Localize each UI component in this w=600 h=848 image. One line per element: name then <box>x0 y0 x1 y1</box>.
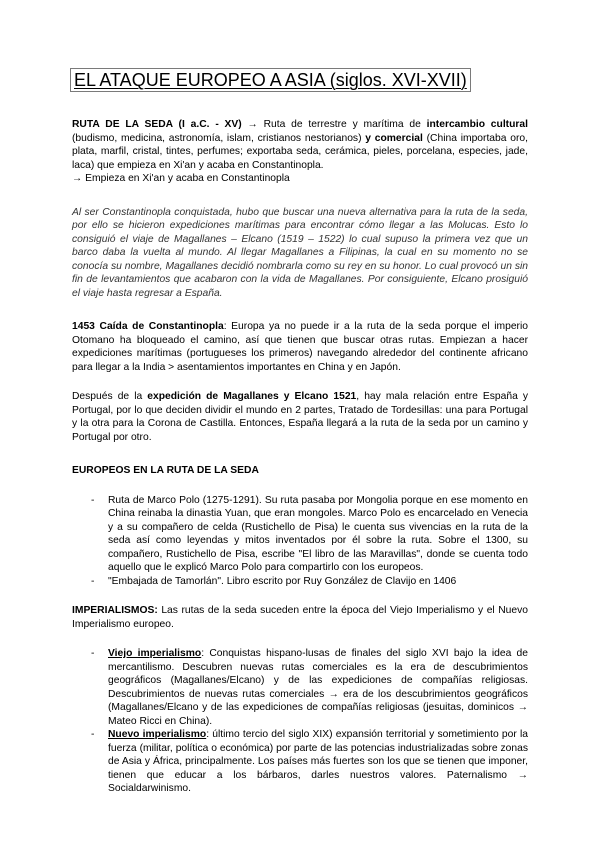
magallanes-text-2: , hay mala relación entre España y Portugal, por lo que deciden dividir el mundo en 2 partes, Tratado de Tordesillas: una para Portugal y la otra para la Corona de Castilla. Entonces, España llegará a la ruta de la seda por un camino y Portugal por otro. <box>72 391 528 443</box>
list-item <box>72 494 528 575</box>
list-item <box>72 575 528 589</box>
ruta-seda-paragraph <box>72 118 528 172</box>
imperialismos-bold: IMPERIALISMOS: <box>72 605 158 616</box>
ruta-seda-bold-1: intercambio cultural <box>426 119 528 130</box>
europeos-heading: EUROPEOS EN LA RUTA DE LA SEDA <box>72 465 259 476</box>
imperialismos-paragraph <box>72 604 528 631</box>
bullet-dash: - <box>91 648 95 659</box>
magallanes-bold: expedición de Magallanes y Elcano 1521 <box>147 391 357 402</box>
document-body <box>72 70 528 796</box>
bullet-dash: - <box>91 575 95 587</box>
caida-bold: 1453 Caída de Constantinopla <box>72 321 224 332</box>
list-item-text: "Embajada de Tamorlán". Libro escrito por Ruy González de Clavijo en 1406 <box>108 575 457 587</box>
ruta-seda-lead: RUTA DE LA SEDA (I a.C. - XV) <box>72 119 242 130</box>
nuevo-imperialismo-text: : último tercio del siglo XIX) expansión territorial y sometimiento por la fuerza (militar, política o económica) por parte de las potencias industrializadas sobre zonas de Asia y África, principalmente. Los países más fuertes son los que se tienen que imponer, tienen que educar a los bárbaros, darles nuestros valores. Paternalismo → Socialdarwinismo. <box>108 729 528 794</box>
magallanes-paragraph <box>72 390 528 444</box>
nuevo-imperialismo-label: Nuevo imperialismo <box>108 729 207 740</box>
europeos-list <box>72 494 528 589</box>
page-title: EL ATAQUE EUROPEO A ASIA (siglos. XVI-XVII) <box>74 70 467 90</box>
list-item-text: Ruta de Marco Polo (1275-1291). Su ruta pasaba por Mongolia porque en ese momento en China reinaba la dinastia Yuan, que eran mongoles. Marco Polo es encarcelado en Venecia y a su compañero de celda (Rustichello de Pisa) le cuenta sus vivencias en la ruta de la seda así como leyendas y mitos inventados por él sobre la ruta. Sobre el 1300, su compañero, Rustichello de Pisa, escribe "El libro de las Maravillas", donde se cuenta todo aquello que le explicó Marco Polo para compartirlo con los europeos. <box>108 494 528 573</box>
caida-text: : Europa ya no puede ir a la ruta de la seda porque el imperio Otomano ha bloqueado el camino, así que tienen que buscar otras rutas. Empiezan a hacer expediciones marítimas (portugueses los primeros) navegando alrededor del continente africano para llegar a la India > asentamientos importantes en China y en Japón. <box>72 321 528 373</box>
bullet-dash: - <box>91 494 95 506</box>
bullet-dash: - <box>91 729 95 740</box>
ruta-seda-text-1: → Ruta de terrestre y marítima de <box>241 119 427 130</box>
italic-paragraph: Al ser Constantinopla conquistada, hubo que buscar una nueva alternativa para la ruta de la seda, por ello se hicieron expediciones marítimas para encontrar cómo llegar a las Molucas. Esto lo consiguió el viaje de Magallanes – Elcano (1519 – 1522) lo cual supuso la primera vez que un barco daba la vuelta al mundo. Al llegar Magallanes a Filipinas, la cual en su momento no se conocía su nombre, Magallanes decidió nombrarla como su rey en su honor. Lo cual provocó un sin fin de levantamientos que acabaron con la vida de Magallanes. Por consiguiente, Elcano prosiguió el viaje hasta regresar a España. <box>72 206 528 299</box>
list-item <box>72 728 528 796</box>
viejo-imperialismo-label: Viejo imperialismo <box>108 648 202 659</box>
ruta-seda-text-2: (budismo, medicina, astronomía, islam, cristianos nestorianos) <box>72 132 366 144</box>
caida-paragraph <box>72 320 528 374</box>
magallanes-text-1: Después de la <box>72 391 148 402</box>
imperialismos-list <box>72 647 528 796</box>
ruta-seda-bold-2: y comercial <box>365 132 423 144</box>
ruta-seda-text-3: (China importaba oro, plata, marfil, cristal, tintes, perfumes; exportaba seda, cerámica, pieles, porcelana, especies, jade, laca) que empieza en Xi'an y acaba en Constantinopla. <box>72 132 528 171</box>
ruta-seda-line-2: → Empieza en Xi'an y acaba en Constantinopla <box>72 173 290 184</box>
viejo-imperialismo-text: : Conquistas hispano-lusas de finales del siglo XVI bajo la idea de mercantilismo. Descubren nuevas rutas comerciales es la era de descubrimientos geográficos (Magallanes/Elcano) y de las expediciones de compañías religiosas. Descubrimientos de nuevas rutas comerciales → era de los descubrimientos geográficos (Magallanes/Elcano y de las expediciones de compañías religiosas (jesuitas, dominicos → Mateo Ricci en China). <box>108 648 529 727</box>
list-item <box>72 647 528 728</box>
imperialismos-text: Las rutas de la seda suceden entre la época del Viejo Imperialismo y el Nuevo Imperialismo europeo. <box>72 605 528 630</box>
